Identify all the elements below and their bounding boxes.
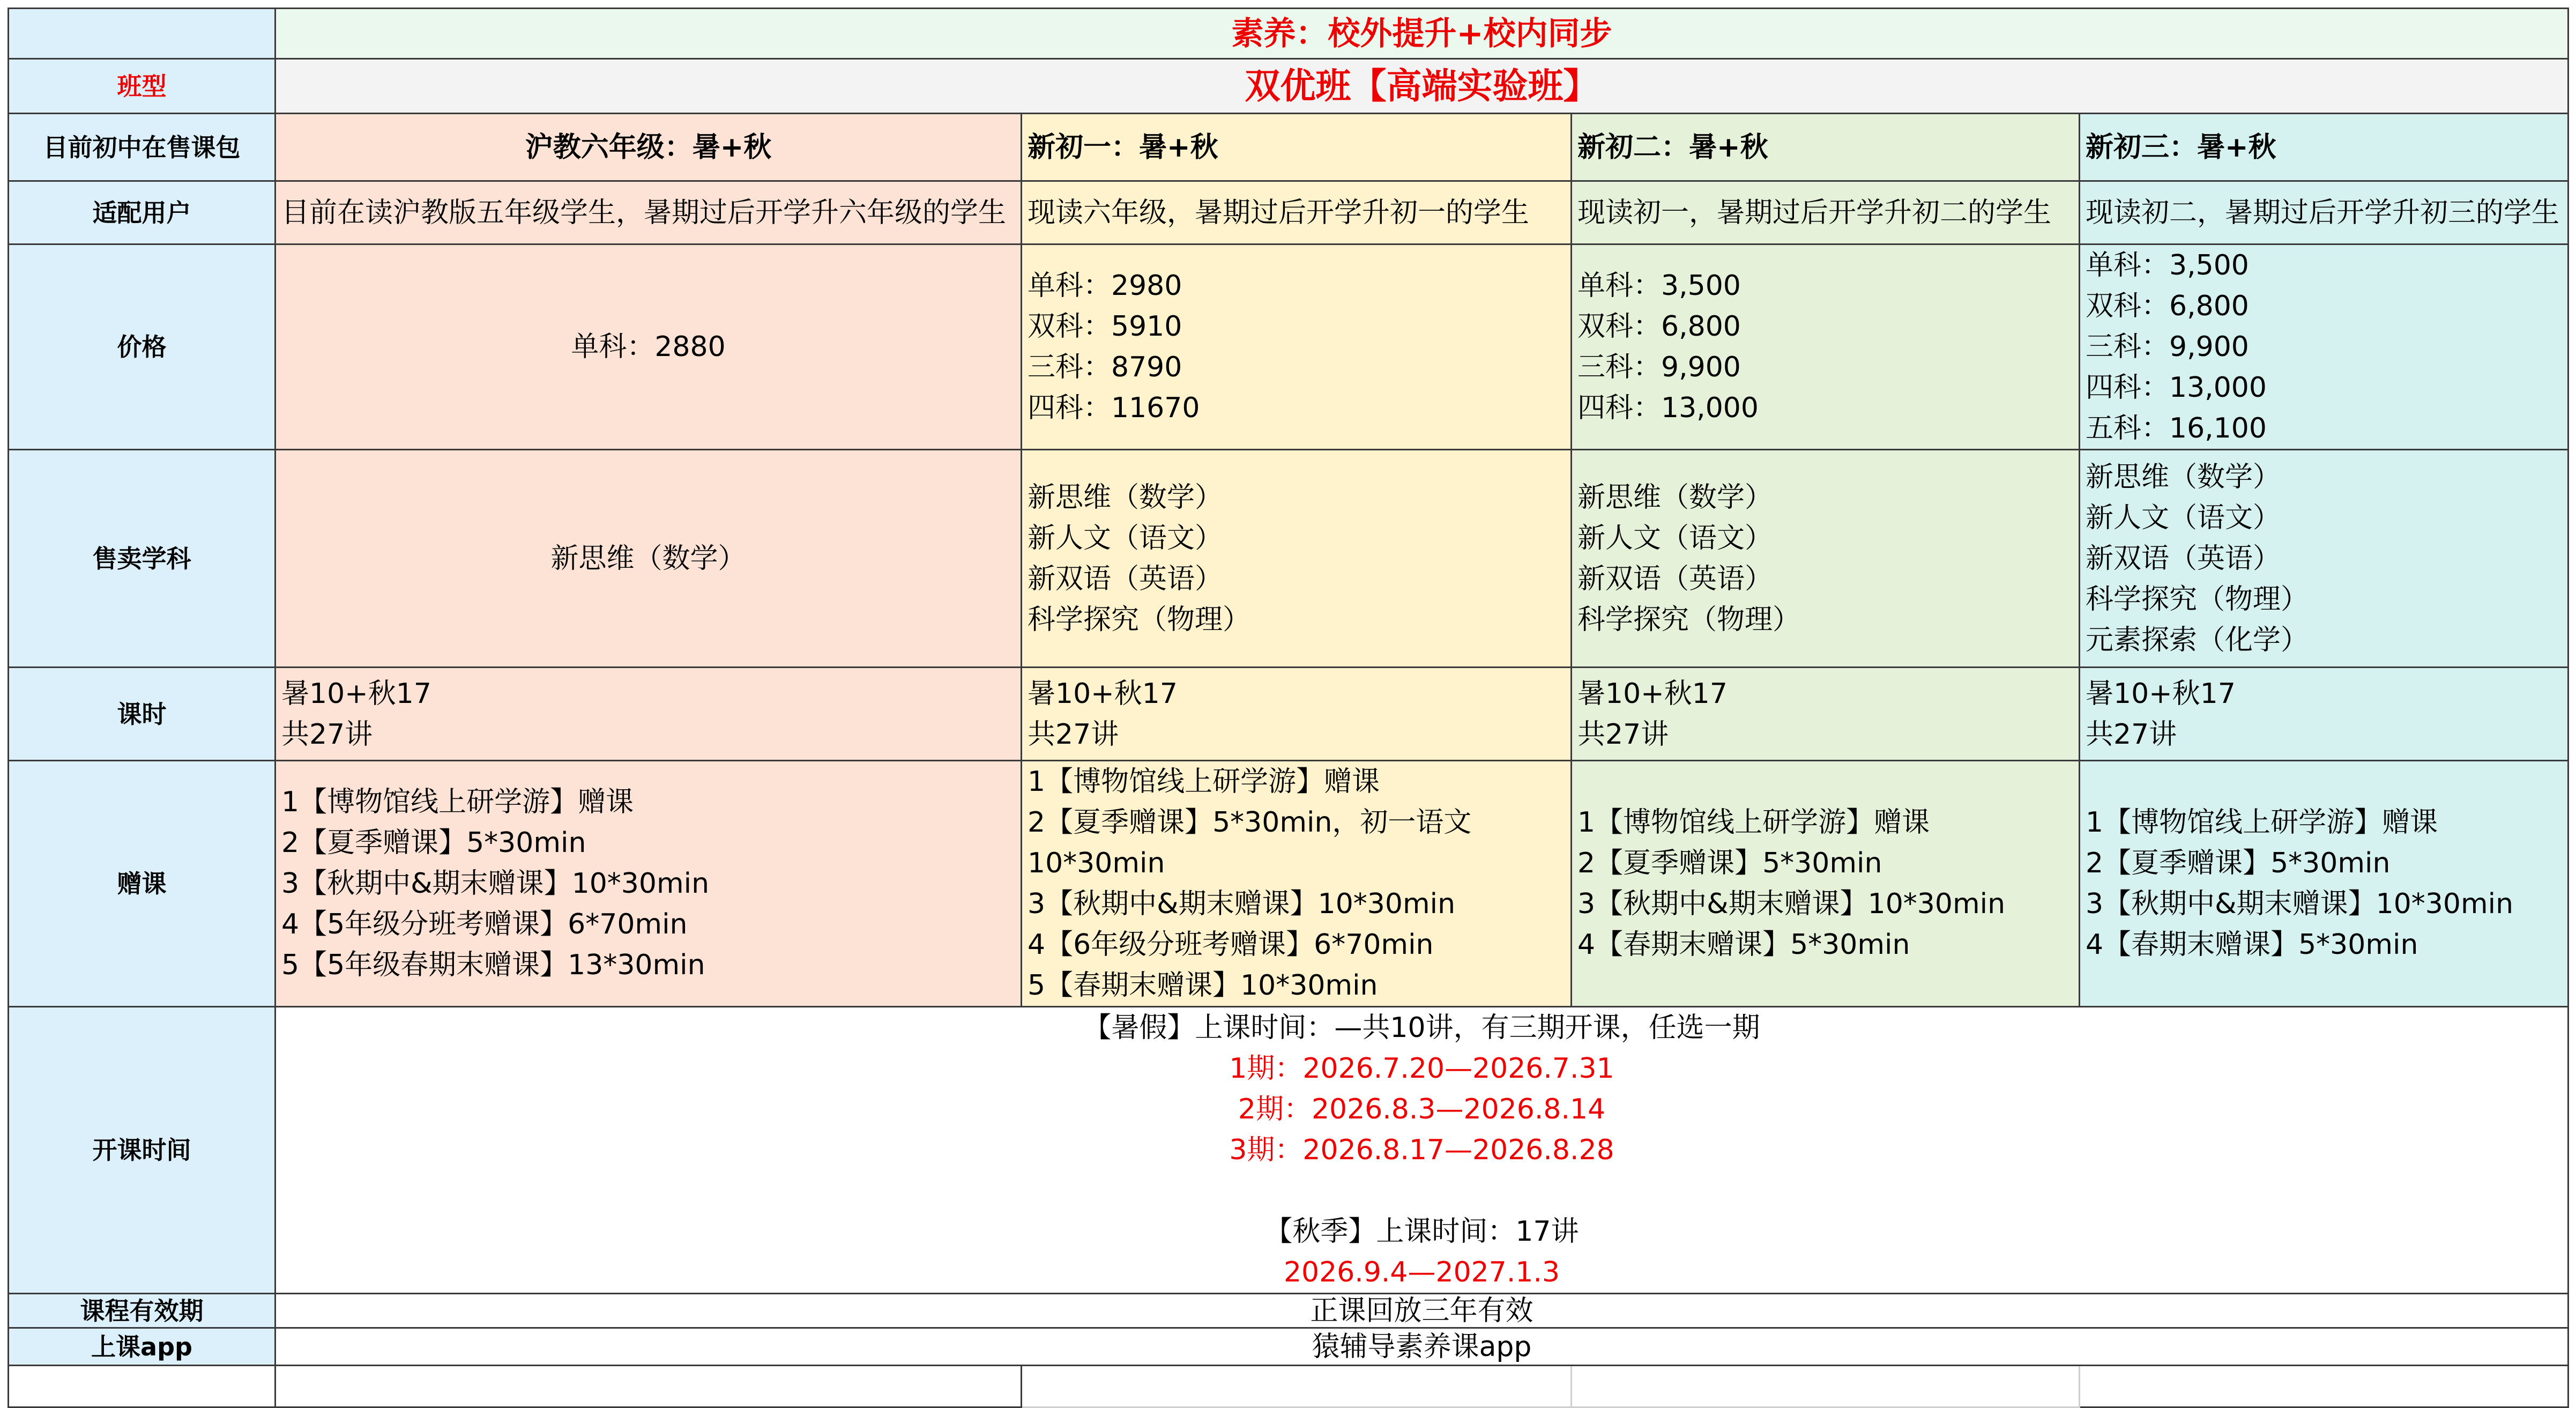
hours-total: 共27讲 bbox=[2086, 718, 2177, 751]
price-line: 单科：3,500 bbox=[1577, 270, 1741, 302]
price-col4 bbox=[2080, 244, 2568, 450]
summer-summary: 【暑假】上课时间：—共10讲，有三期开课，任选一期 bbox=[1083, 1012, 1760, 1044]
hours-label: 课时 bbox=[9, 668, 276, 761]
empty-cell bbox=[9, 1366, 276, 1407]
subject-item: 新思维（数学） bbox=[1028, 481, 1223, 514]
gift-item: 5【春期末赠课】10*30min bbox=[1028, 969, 1378, 1002]
subject-item: 新双语（英语） bbox=[1577, 562, 1773, 595]
empty-cell bbox=[2080, 1366, 2568, 1407]
price-label: 价格 bbox=[9, 244, 276, 450]
users-col2: 现读六年级，暑期过后开学升初一的学生 bbox=[1022, 181, 1572, 244]
class-type-value: 双优班【高端实验班】 bbox=[276, 59, 2568, 114]
empty-cell bbox=[276, 1366, 1022, 1407]
gift-item: 4【6年级分班考赠课】6*70min bbox=[1028, 929, 1434, 961]
hours-line: 暑10+秋17 bbox=[1577, 677, 1728, 710]
schedule-row bbox=[9, 1007, 2568, 1294]
autumn-dates: 2026.9.4—2027.1.3 bbox=[1283, 1256, 1560, 1288]
empty-row bbox=[9, 1366, 2568, 1407]
course-package-table bbox=[8, 8, 2569, 1408]
price-line: 单科：3,500 bbox=[2086, 249, 2249, 281]
summer-term-3: 3期：2026.8.17—2026.8.28 bbox=[1229, 1134, 1614, 1166]
gift-item: 1【博物馆线上研学游】赠课 bbox=[1577, 806, 1930, 839]
price-col2 bbox=[1022, 244, 1572, 450]
gift-item: 2【夏季赠课】5*30min，初一语文 bbox=[1028, 806, 1472, 839]
hours-total: 共27讲 bbox=[281, 718, 373, 751]
gift-item: 3【秋期中&期末赠课】10*30min bbox=[281, 868, 710, 900]
package-col1: 沪教六年级：暑+秋 bbox=[276, 114, 1022, 181]
gift-item: 1【博物馆线上研学游】赠课 bbox=[281, 786, 634, 818]
gift-item: 1【博物馆线上研学游】赠课 bbox=[2086, 806, 2438, 839]
class-type-label: 班型 bbox=[9, 59, 276, 114]
schedule-cell bbox=[276, 1007, 2568, 1294]
hours-line: 暑10+秋17 bbox=[281, 677, 431, 710]
package-col3: 新初二：暑+秋 bbox=[1572, 114, 2080, 181]
price-line: 双科：6,800 bbox=[2086, 290, 2249, 322]
users-row bbox=[9, 181, 2568, 244]
hours-col4 bbox=[2080, 668, 2568, 761]
subject-item: 科学探究（物理） bbox=[1028, 603, 1251, 636]
app-label: 上课app bbox=[9, 1328, 276, 1366]
app-value: 猿辅导素养课app bbox=[276, 1328, 2568, 1366]
schedule-spacer bbox=[281, 1170, 2562, 1211]
summer-term-1: 1期：2026.7.20—2026.7.31 bbox=[1229, 1053, 1614, 1085]
price-line: 双科：5910 bbox=[1028, 310, 1182, 343]
validity-value: 正课回放三年有效 bbox=[276, 1294, 2568, 1328]
package-row bbox=[9, 114, 2568, 181]
subject-item: 新思维（数学） bbox=[2086, 461, 2281, 493]
app-row bbox=[9, 1328, 2568, 1366]
gift-item: 4【春期末赠课】5*30min bbox=[2086, 929, 2418, 961]
banner-row bbox=[9, 9, 2568, 59]
subjects-col1: 新思维（数学） bbox=[276, 450, 1022, 668]
subject-item: 新双语（英语） bbox=[2086, 542, 2281, 575]
package-col2: 新初一：暑+秋 bbox=[1022, 114, 1572, 181]
subjects-row bbox=[9, 450, 2568, 668]
price-line: 四科：13,000 bbox=[2086, 372, 2267, 404]
validity-label: 课程有效期 bbox=[9, 1294, 276, 1328]
subject-item: 新人文（语文） bbox=[2086, 501, 2281, 534]
gift-item: 4【春期末赠课】5*30min bbox=[1577, 929, 1910, 961]
gift-item: 2【夏季赠课】5*30min bbox=[1577, 847, 1882, 879]
gifts-col1 bbox=[276, 761, 1022, 1007]
class-type-row bbox=[9, 59, 2568, 114]
hours-line: 暑10+秋17 bbox=[2086, 677, 2236, 710]
banner-title: 素养：校外提升+校内同步 bbox=[276, 9, 2568, 59]
subjects-col4 bbox=[2080, 450, 2568, 668]
subject-item: 元素探索（化学） bbox=[2086, 624, 2309, 656]
gift-item: 3【秋期中&期末赠课】10*30min bbox=[2086, 888, 2514, 920]
price-line: 三科：8790 bbox=[1028, 351, 1182, 383]
subject-item: 新双语（英语） bbox=[1028, 562, 1223, 595]
gift-item: 3【秋期中&期末赠课】10*30min bbox=[1577, 888, 2006, 920]
hours-col2 bbox=[1022, 668, 1572, 761]
validity-row bbox=[9, 1294, 2568, 1328]
schedule-label: 开课时间 bbox=[9, 1007, 276, 1294]
subject-item: 新思维（数学） bbox=[1577, 481, 1773, 514]
gift-item: 2【夏季赠课】5*30min bbox=[281, 827, 586, 859]
price-line: 三科：9,900 bbox=[1577, 351, 1741, 383]
hours-row bbox=[9, 668, 2568, 761]
gift-item: 1【博物馆线上研学游】赠课 bbox=[1028, 766, 1380, 798]
hours-total: 共27讲 bbox=[1577, 718, 1669, 751]
users-col1: 目前在读沪教版五年级学生，暑期过后开学升六年级的学生 bbox=[276, 181, 1022, 244]
hours-col3 bbox=[1572, 668, 2080, 761]
price-line: 四科：11670 bbox=[1028, 392, 1200, 424]
subjects-col2 bbox=[1022, 450, 1572, 668]
price-line: 五科：16,100 bbox=[2086, 412, 2267, 444]
gift-item: 2【夏季赠课】5*30min bbox=[2086, 847, 2391, 879]
corner-cell bbox=[9, 9, 276, 59]
subjects-col3 bbox=[1572, 450, 2080, 668]
price-line: 四科：13,000 bbox=[1577, 392, 1759, 424]
price-line: 三科：9,900 bbox=[2086, 331, 2249, 363]
autumn-summary: 【秋季】上课时间：17讲 bbox=[1264, 1216, 1579, 1248]
hours-line: 暑10+秋17 bbox=[1028, 677, 1178, 710]
price-line: 单科：2980 bbox=[1028, 270, 1182, 302]
gifts-row bbox=[9, 761, 2568, 1007]
price-col3 bbox=[1572, 244, 2080, 450]
gifts-col4 bbox=[2080, 761, 2568, 1007]
users-label: 适配用户 bbox=[9, 181, 276, 244]
package-col4: 新初三：暑+秋 bbox=[2080, 114, 2568, 181]
package-label: 目前初中在售课包 bbox=[9, 114, 276, 181]
gift-item: 10*30min bbox=[1028, 847, 1165, 879]
hours-col1 bbox=[276, 668, 1022, 761]
empty-cell bbox=[1572, 1366, 2080, 1407]
gift-item: 3【秋期中&期末赠课】10*30min bbox=[1028, 888, 1456, 920]
subject-item: 科学探究（物理） bbox=[2086, 583, 2309, 616]
users-col4: 现读初二，暑期过后开学升初三的学生 bbox=[2080, 181, 2568, 244]
gift-item: 5【5年级春期末赠课】13*30min bbox=[281, 949, 705, 981]
gift-item: 4【5年级分班考赠课】6*70min bbox=[281, 908, 688, 940]
subject-item: 新人文（语文） bbox=[1028, 522, 1223, 554]
price-line: 双科：6,800 bbox=[1577, 310, 1741, 343]
gifts-col3 bbox=[1572, 761, 2080, 1007]
subject-item: 新人文（语文） bbox=[1577, 522, 1773, 554]
subject-item: 科学探究（物理） bbox=[1577, 603, 1801, 636]
price-col1: 单科：2880 bbox=[276, 244, 1022, 450]
hours-total: 共27讲 bbox=[1028, 718, 1119, 751]
gifts-col2 bbox=[1022, 761, 1572, 1007]
summer-term-2: 2期：2026.8.3—2026.8.14 bbox=[1238, 1093, 1606, 1125]
price-row bbox=[9, 244, 2568, 450]
subjects-label: 售卖学科 bbox=[9, 450, 276, 668]
gifts-label: 赠课 bbox=[9, 761, 276, 1007]
empty-cell bbox=[1022, 1366, 1572, 1407]
users-col3: 现读初一，暑期过后开学升初二的学生 bbox=[1572, 181, 2080, 244]
